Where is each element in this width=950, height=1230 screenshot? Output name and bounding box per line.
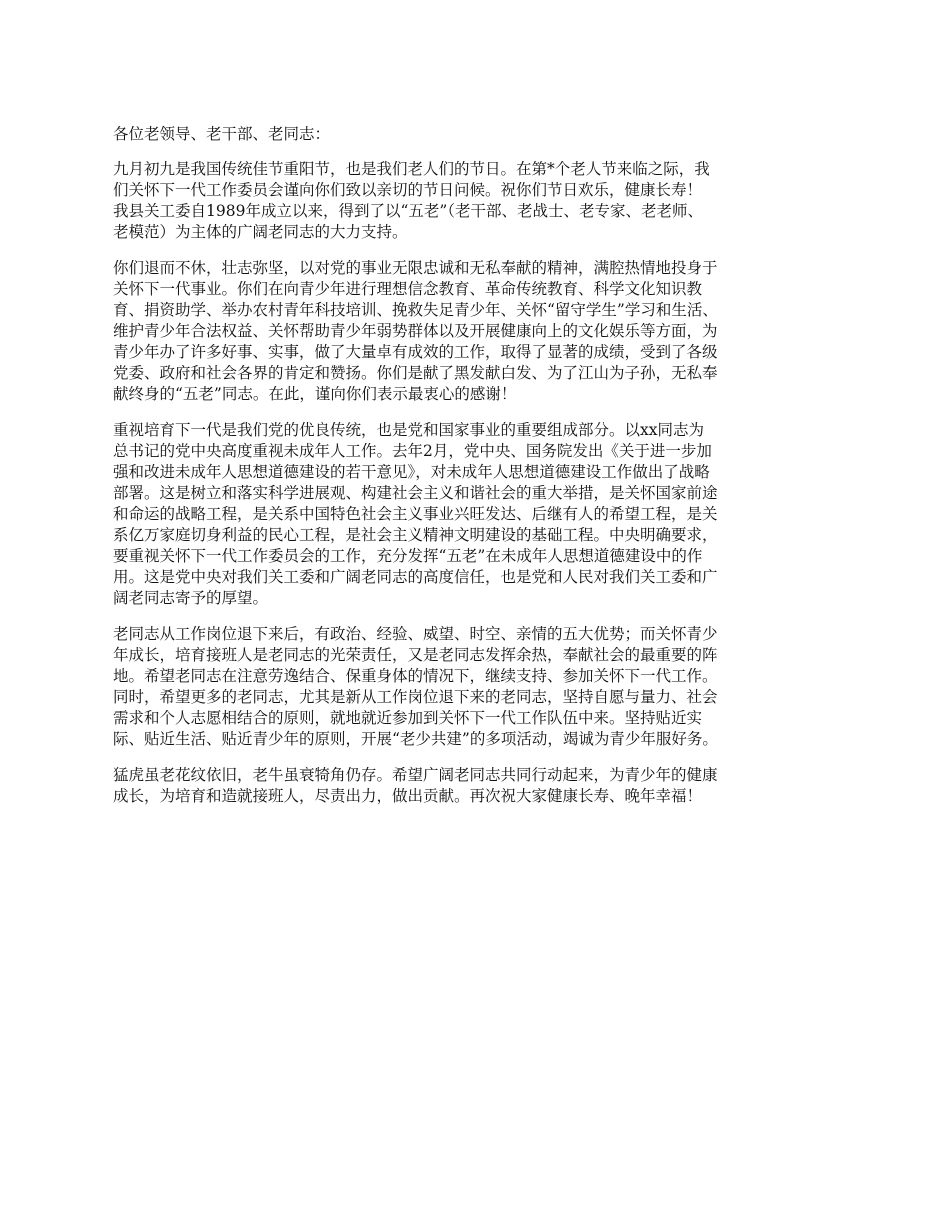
text-line: 年成长，培育接班人是老同志的光荣责任，又是老同志发挥余热，奉献社会的最重要的阵 [113,646,718,664]
text-line: 老模范）为主体的广阔老同志的大力支持。 [113,223,408,241]
paragraph [113,159,839,243]
text-line: 部署。这是树立和落实科学进展观、构建社会主义和谐社会的重大举措，是关怀国家前途 [113,484,718,502]
paragraph [113,624,839,750]
text-line: 老同志从工作岗位退下来后，有政治、经验、威望、时空、亲情的五大优势；而关怀青少 [113,625,718,643]
text-line: 维护青少年合法权益、关怀帮助青少年弱势群体以及开展健康向上的文化娱乐等方面，为 [113,322,718,340]
text-line: 强和改进未成年人思想道德建设的若干意见》，对未成年人思想道德建设工作做出了战略 [113,463,710,481]
text-line: 阔老同志寄予的厚望。 [113,589,269,607]
paragraph-list [113,159,839,807]
text-line: 成长，为培育和造就接班人，尽责出力，做出贡献。再次祝大家健康长寿、晚年幸福！ [113,787,703,805]
text-line: 九月初九是我国传统佳节重阳节，也是我们老人们的节日。在第*个老人节来临之际，我 [113,160,710,178]
text-line: 系亿万家庭切身利益的民心工程，是社会主义精神文明建设的基础工程。中央明确要求， [113,526,718,544]
text-line: 党委、政府和社会各界的肯定和赞扬。你们是献了黑发献白发、为了江山为子孙，无私奉 [113,364,718,382]
text-line: 要重视关怀下一代工作委员会的工作，充分发挥“五老”在未成年人思想道德建设中的作 [113,547,703,565]
paragraph [113,258,839,405]
text-line: 需求和个人志愿相结合的原则，就地就近参加到关怀下一代工作队伍中来。坚持贴近实 [113,709,703,727]
text-line: 你们退而不休，壮志弥坚，以对党的事业无限忠诚和无私奉献的精神，满腔热情地投身于 [113,259,718,277]
text-line: 地。希望老同志在注意劳逸结合、保重身体的情况下，继续支持、参加关怀下一代工作。 [113,667,718,685]
text-line: 们关怀下一代工作委员会谨向你们致以亲切的节日问候。祝你们节日欢乐，健康长寿！ [113,181,703,199]
text-line: 用。这是党中央对我们关工委和广阔老同志的高度信任，也是党和人民对我们关工委和广 [113,568,718,586]
paragraph [113,420,839,609]
salutation: 各位老领导、老干部、老同志： [113,125,331,143]
document-body [113,124,839,822]
text-line: 总书记的党中央高度重视未成年人工作。去年2月，党中央、国务院发出《关于进一步加 [113,442,712,460]
paragraph [113,765,839,807]
text-line: 际、贴近生活、贴近青少年的原则，开展“老少共建”的多项活动，竭诚为青少年服好务。 [113,730,718,748]
text-line: 同时，希望更多的老同志，尤其是新从工作岗位退下来的老同志，坚持自愿与量力、社会 [113,688,718,706]
text-line: 和命运的战略工程，是关系中国特色社会主义事业兴旺发达、后继有人的希望工程，是关 [113,505,718,523]
text-line: 我县关工委自1989年成立以来，得到了以“五老”（老干部、老战士、老专家、老老师、 [113,202,704,220]
text-line: 猛虎虽老花纹依旧，老牛虽衰犄角仍存。希望广阔老同志共同行动起来，为青少年的健康 [113,766,718,784]
text-line: 育、捐资助学、举办农村青年科技培训、挽救失足青少年、关怀“留守学生”学习和生活、 [113,301,718,319]
text-line: 重视培育下一代是我们党的优良传统，也是党和国家事业的重要组成部分。以xx同志为 [113,421,704,439]
text-line: 关怀下一代事业。你们在向青少年进行理想信念教育、革命传统教育、科学文化知识教 [113,280,703,298]
text-line: 献终身的“五老”同志。在此，谨向你们表示最衷心的感谢！ [113,385,517,403]
text-line: 青少年办了许多好事、实事，做了大量卓有成效的工作，取得了显著的成绩，受到了各级 [113,343,718,361]
